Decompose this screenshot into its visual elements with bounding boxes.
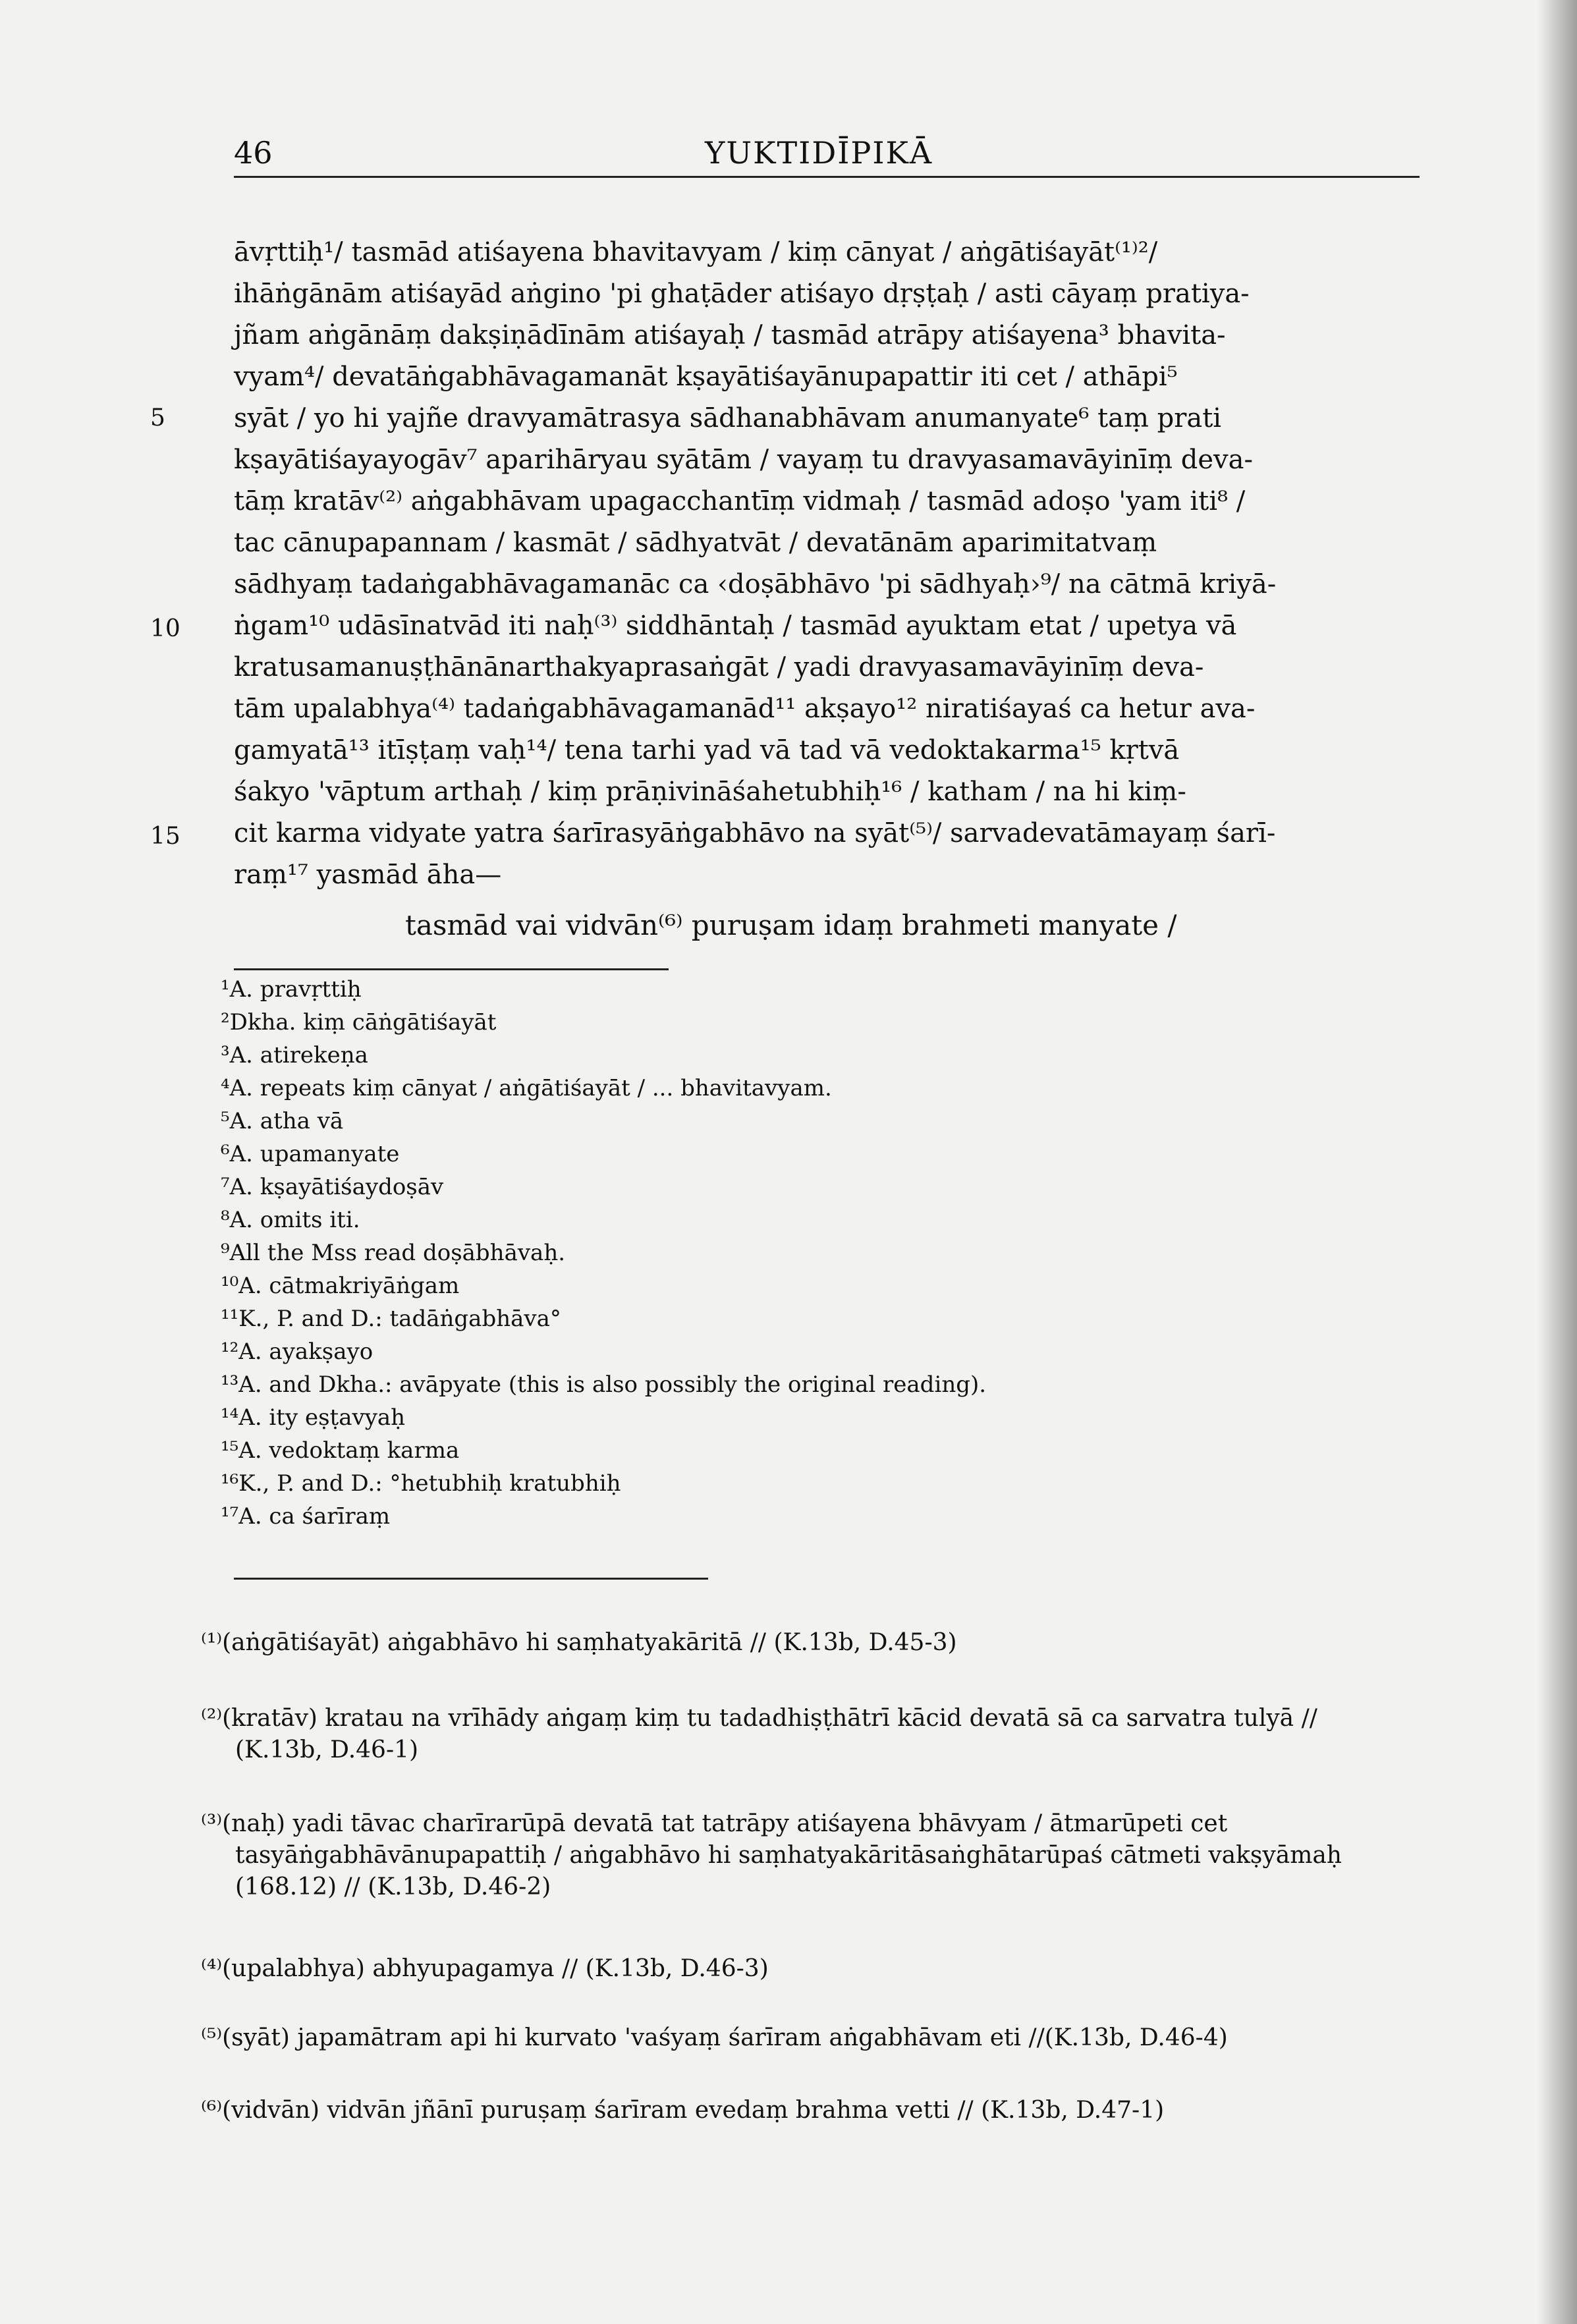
commentary-continuation: (K.13b, D.46-1) (235, 1736, 419, 1763)
running-title: YUKTIDĪPIKĀ (705, 135, 933, 171)
commentary-note (201, 2095, 1164, 2126)
text-line: tām upalabhya⁽⁴⁾ tadaṅgabhāvagamanād¹¹ akṣayo¹² niratiśayaś ca hetur ava- (234, 694, 1256, 724)
commentary-note (201, 1703, 1317, 1766)
page-number: 46 (234, 135, 273, 171)
footnote: ¹⁷A. ca śarīraṃ (221, 1503, 391, 1530)
footnote: ⁴A. repeats kiṃ cānyat / aṅgātiśayāt / ... bhavitavyam. (221, 1075, 832, 1101)
footnote: ¹⁵A. vedoktaṃ karma (221, 1437, 460, 1464)
text-line: raṃ¹⁷ yasmād āha— (234, 860, 502, 890)
text-line: tac cānupapannam / kasmāt / sādhyatvāt / devatānām aparimitatvaṃ (234, 528, 1157, 558)
footnote: ¹¹K., P. and D.: tadāṅgabhāva° (221, 1306, 561, 1332)
text-line: āvṛttiḥ¹/ tasmād atiśayena bhavitavyam / kiṃ cānyat / aṅgātiśayāt⁽¹⁾²/ (234, 237, 1158, 267)
commentary-note (201, 1808, 1342, 1903)
commentary-continuation: tasyāṅgabhāvānupapattiḥ / aṅgabhāvo hi saṃhatyakāritāsaṅghātarūpaś cātmeti vakṣyāmaḥ (235, 1842, 1342, 1869)
commentary-note (201, 2022, 1228, 2054)
line-number-15: 15 (150, 823, 180, 850)
text-line: syāt / yo hi yajñe dravyamātrasya sādhanabhāvam anumanyate⁶ taṃ prati (234, 403, 1222, 433)
commentary-note (201, 1627, 957, 1659)
footnote: ¹⁰A. cātmakriyāṅgam (221, 1273, 460, 1299)
footnote: ¹³A. and Dkha.: avāpyate (this is also possibly the original reading). (221, 1371, 987, 1398)
line-number-5: 5 (150, 404, 165, 431)
text-line: jñam aṅgānāṃ dakṣiṇādīnām atiśayaḥ / tasmād atrāpy atiśayena³ bhavita- (234, 320, 1226, 350)
footnote: ⁹All the Mss read doṣābhāvaḥ. (221, 1240, 566, 1266)
text-line: vyam⁴/ devatāṅgabhāvagamanāt kṣayātiśayānupapattir iti cet / athāpi⁵ (234, 362, 1178, 392)
footnote: ⁶A. upamanyate (221, 1141, 400, 1167)
footnote: ¹A. pravṛttiḥ (221, 976, 362, 1003)
footnote: ²Dkha. kiṃ cāṅgātiśayāt (221, 1009, 497, 1036)
text-line: cit karma vidyate yatra śarīrasyāṅgabhāvo na syāt⁽⁵⁾/ sarvadevatāmayaṃ śarī- (234, 818, 1276, 848)
commentary-note (201, 1953, 769, 1985)
footnote: ¹⁴A. ity eṣṭavyaḥ (221, 1404, 406, 1431)
verse-quotation: tasmād vai vidvān⁽⁶⁾ puruṣam idaṃ brahmeti manyate / (405, 909, 1177, 941)
text-line: gamyatā¹³ itīṣṭaṃ vaḥ¹⁴/ tena tarhi yad vā tad vā vedoktakarma¹⁵ kṛtvā (234, 735, 1180, 765)
commentary-text: ⁽¹⁾(aṅgātiśayāt) aṅgabhāvo hi saṃhatyakāritā // (K.13b, D.45-3) (201, 1629, 957, 1656)
commentary-continuation: (168.12) // (K.13b, D.46-2) (235, 1873, 551, 1900)
commentary-rule (234, 1578, 708, 1580)
text-line: sādhyaṃ tadaṅgabhāvagamanāc ca ‹doṣābhāvo 'pi sādhyaḥ›⁹/ na cātmā kriyā- (234, 569, 1277, 599)
text-line: ihāṅgānām atiśayād aṅgino 'pi ghaṭāder atiśayo dṛṣṭaḥ / asti cāyaṃ pratiya- (234, 279, 1250, 309)
footnote: ¹²A. ayakṣayo (221, 1339, 374, 1365)
text-line: kṣayātiśayayogāv⁷ aparihāryau syātām / vayaṃ tu dravyasamavāyinīṃ deva- (234, 445, 1253, 475)
footnote: ³A. atirekeṇa (221, 1042, 368, 1068)
text-line: kratusamanuṣṭhānānarthakyaprasaṅgāt / yadi dravyasamavāyinīṃ deva- (234, 652, 1204, 682)
footnote: ⁸A. omits iti. (221, 1207, 360, 1233)
header-rule (234, 176, 1420, 178)
footnote-rule (234, 968, 669, 970)
commentary-text: ⁽³⁾(naḥ) yadi tāvac charīrarūpā devatā tat tatrāpy atiśayena bhāvyam / ātmarūpeti cet (201, 1810, 1228, 1837)
text-line: tāṃ kratāv⁽²⁾ aṅgabhāvam upagacchantīṃ vidmaḥ / tasmād adoṣo 'yam iti⁸ / (234, 486, 1246, 516)
commentary-text: ⁽⁴⁾(upalabhya) abhyupagamya // (K.13b, D.46-3) (201, 1955, 769, 1982)
text-line: ṅgam¹⁰ udāsīnatvād iti naḥ⁽³⁾ siddhāntaḥ / tasmād ayuktam etat / upetya vā (234, 611, 1237, 641)
footnote: ¹⁶K., P. and D.: °hetubhiḥ kratubhiḥ (221, 1470, 621, 1497)
binding-shadow (1537, 0, 1577, 2324)
page-header (234, 135, 1420, 181)
commentary-text: ⁽⁵⁾(syāt) japamātram api hi kurvato 'vaśyaṃ śarīram aṅgabhāvam eti //(K.13b, D.46-4) (201, 2024, 1228, 2051)
footnote: ⁷A. kṣayātiśaydoṣāv (221, 1174, 444, 1200)
commentary-text: ⁽⁶⁾(vidvān) vidvān jñānī puruṣaṃ śarīram evedaṃ brahma vetti // (K.13b, D.47-1) (201, 2097, 1165, 2124)
text-line: śakyo 'vāptum arthaḥ / kiṃ prāṇivināśahetubhiḥ¹⁶ / katham / na hi kiṃ- (234, 777, 1186, 807)
footnote: ⁵A. atha vā (221, 1108, 344, 1134)
line-number-10: 10 (150, 615, 180, 642)
commentary-text: ⁽²⁾(kratāv) kratau na vrīhādy aṅgaṃ kiṃ tu tadadhiṣṭhātrī kācid devatā sā ca sarvatra tulyā // (201, 1705, 1317, 1732)
